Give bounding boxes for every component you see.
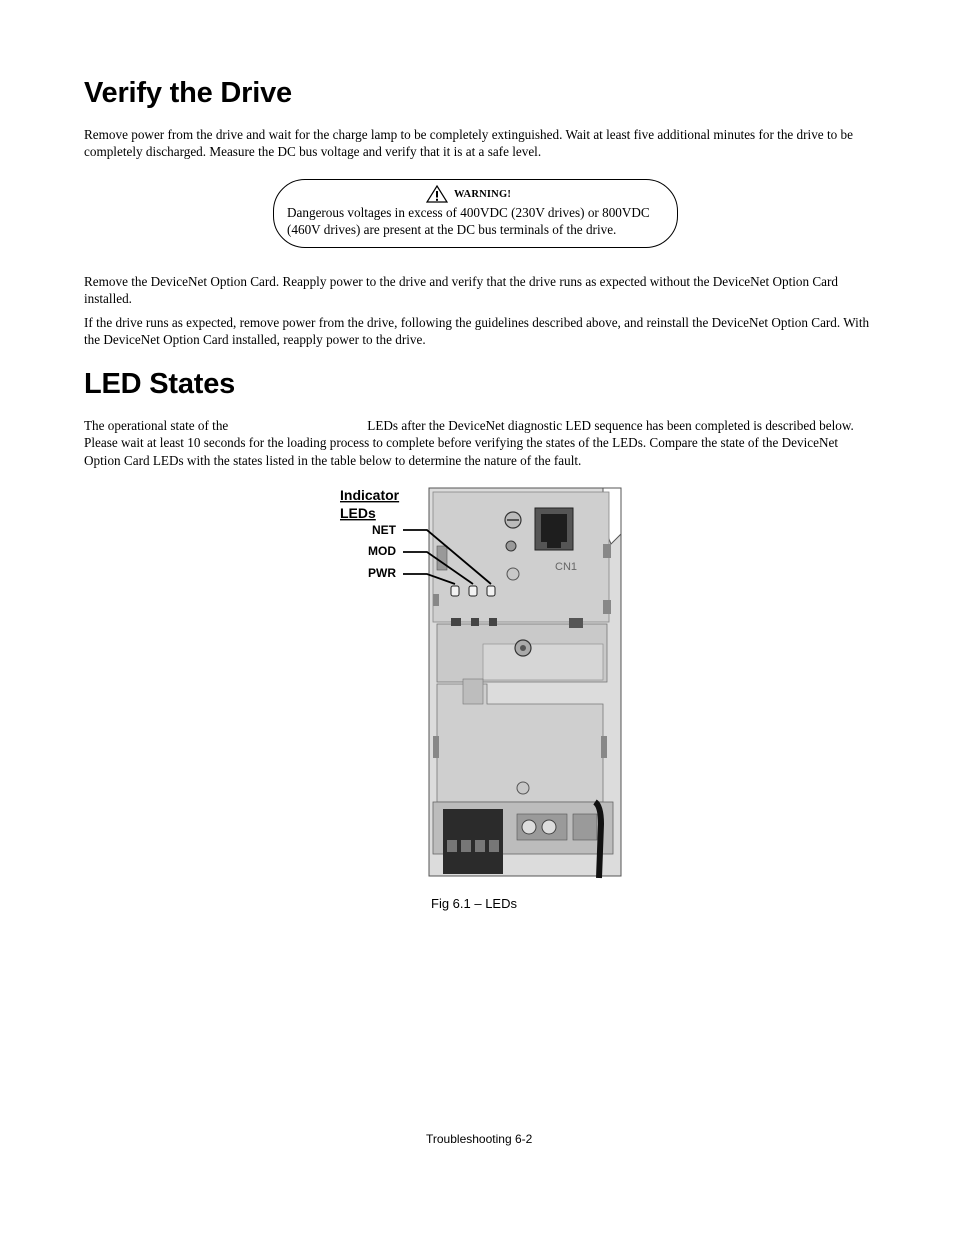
- led-label-pwr: PWR: [368, 566, 396, 580]
- paragraph-reinstall-card: If the drive runs as expected, remove power from the drive, following the guidelines described above, and reinstall the DeviceNet Option Card. With the DeviceNet Option Card installed, reapply power to the drive.: [84, 315, 870, 348]
- led-label-mod: MOD: [368, 544, 396, 558]
- warning-text: Dangerous voltages in excess of 400VDC (230V drives) or 800VDC (460V drives) are present at the DC bus terminals of the drive.: [287, 205, 650, 237]
- page-footer: Troubleshooting 6-2: [426, 1132, 533, 1146]
- led-figure: [333, 484, 625, 880]
- paragraph-led-states-rest: LEDs after the DeviceNet diagnostic LED sequence has been completed is described below. Please wait at least 10 seconds for the loading process to complete before verifying the states of the LEDs. Compare the state of the DeviceNet Option Card LEDs with the states listed in the table below to determine the nature of the fault.: [84, 418, 854, 468]
- warning-triangle-icon: [426, 185, 448, 203]
- paragraph-discharge: Remove power from the drive and wait for the charge lamp to be completely extinguished. Wait at least five additional minutes for the drive to be completely discharged. Measure the DC bus voltage and verify that it is at a safe level.: [84, 127, 853, 160]
- section-heading-verify-drive: Verify the Drive: [84, 77, 292, 109]
- paragraph-remove-card: Remove the DeviceNet Option Card. Reapply power to the drive and verify that the drive runs as expected without the DeviceNet Option Card installed.: [84, 274, 839, 307]
- figure-caption: Fig 6.1 – LEDs: [431, 896, 517, 911]
- option-card-photo: [333, 484, 625, 880]
- warning-title: WARNING!: [454, 188, 512, 200]
- led-label-net: NET: [372, 523, 396, 537]
- paragraph-led-states: [84, 417, 874, 469]
- section-heading-led-states: LED States: [84, 368, 236, 400]
- connector-label: CN1: [555, 561, 578, 573]
- warning-header: [426, 185, 511, 203]
- figure-label-leds: LEDs: [340, 505, 376, 521]
- warning-box: [273, 179, 678, 248]
- figure-label-indicator: Indicator: [340, 487, 400, 503]
- paragraph-led-states-start: The operational state of the: [84, 418, 229, 433]
